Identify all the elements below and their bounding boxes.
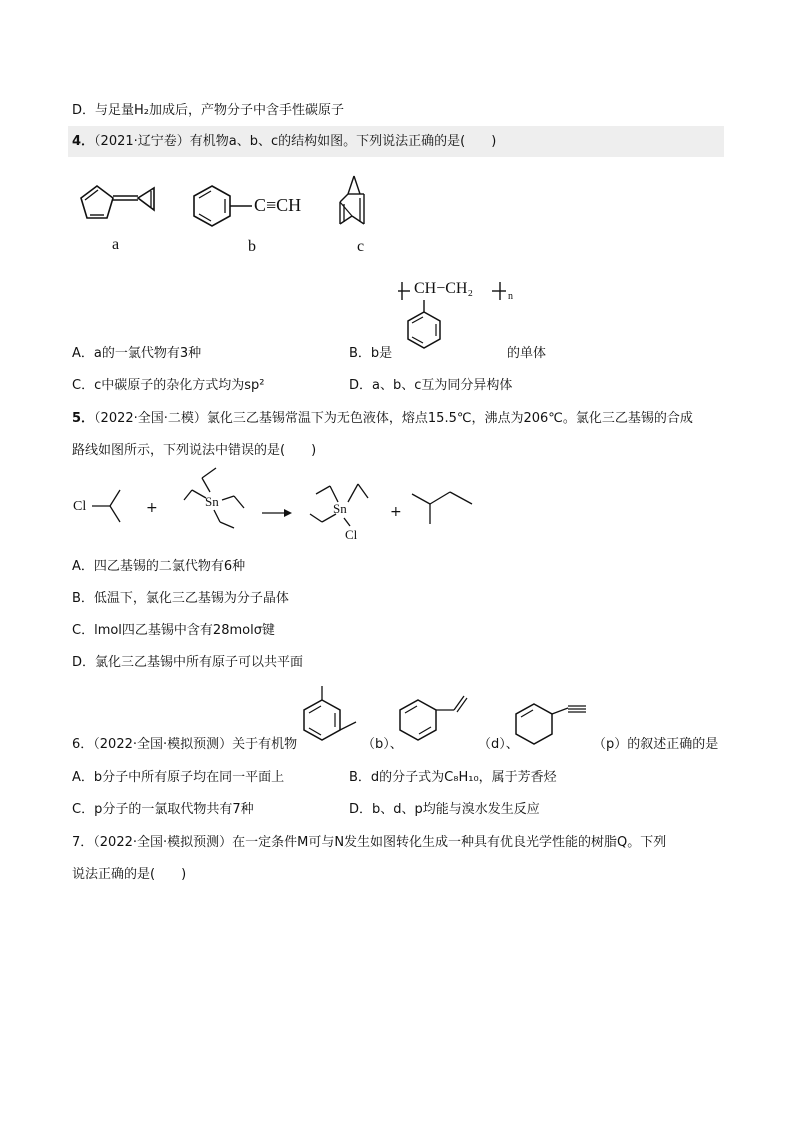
q6-stem-pre: 6．（2022·全国·模拟预测）关于有机物 — [72, 737, 298, 752]
structure-c — [334, 172, 394, 232]
q5-option-d: D．氯化三乙基锡中所有原子可以共平面 — [72, 655, 304, 670]
label-b: b — [248, 238, 256, 255]
scheme-cl1: Cl — [73, 499, 87, 514]
q6-option-a: A．b分子中所有原子均在同一平面上 — [72, 770, 285, 785]
q6-option-b: B．d的分子式为C₈H₁₀，属于芳香烃 — [349, 770, 557, 785]
label-c: c — [357, 238, 365, 255]
q4-number: 4． — [72, 134, 95, 149]
q4-option-c: C．c中碳原子的杂化方式均为sp² — [72, 378, 265, 393]
q4-option-d: D．a、b、c互为同分异构体 — [349, 378, 513, 393]
q4-option-b-pre: B．b是 — [349, 346, 393, 361]
structure-p — [512, 696, 592, 752]
q5-option-b: B．低温下，氯化三乙基锡为分子晶体 — [72, 591, 289, 606]
q4-stem-text: 有机物a、b、c的结构如图。下列说法正确的是( ) — [189, 134, 497, 149]
structure-m-xylene — [300, 684, 362, 750]
scheme-plus1: + — [146, 500, 158, 516]
q5-option-a: A．四乙基锡的二氯代物有6种 — [72, 559, 246, 574]
q5-stem-line1 — [72, 410, 693, 428]
scheme-sn1: Sn — [205, 494, 219, 509]
q4-source: （2021·辽宁卷） — [94, 134, 190, 149]
q6-option-c: C．p分子的一氯取代物共有7种 — [72, 802, 254, 817]
structure-d — [396, 694, 476, 750]
q3-option-d: D．与足量H₂加成后，产物分子中含手性碳原子 — [72, 103, 344, 118]
isopropyl-fragment — [90, 486, 130, 526]
reaction-arrow — [262, 508, 292, 518]
q7-line1: 7．（2022·全国·模拟预测）在一定条件M可与N发生如图转化生成一种具有优良光学性能的树脂Q。下列 — [72, 835, 667, 850]
scheme-sn2: Sn — [333, 501, 347, 516]
q4-stem — [72, 133, 496, 151]
q5-stem-text: （2022·全国·二模）氯化三乙基锡常温下为无色液体，熔点15.5℃，沸点为206℃。氯化三乙基锡的合成 — [94, 411, 693, 426]
isopentane-structure — [410, 486, 480, 526]
q4-option-b-post: 的单体 — [507, 346, 547, 361]
q6-label-p: （p）的叙述正确的是 — [593, 737, 719, 752]
scheme-plus2: + — [390, 504, 402, 520]
structure-b-text: C≡CH — [254, 195, 302, 215]
q6-label-d: （d）、 — [478, 737, 519, 752]
q6-option-d: D．b、d、p均能与溴水发生反应 — [349, 802, 540, 817]
q5-stem-line2: 路线如图所示，下列说法中错误的是( ) — [72, 443, 317, 458]
structure-a — [70, 180, 180, 230]
q5-option-c: C．lmol四乙基锡中含有28molσ键 — [72, 623, 275, 638]
label-a: a — [112, 236, 120, 253]
scheme-cl2: Cl — [345, 527, 358, 542]
polystyrene-n: n — [508, 291, 513, 302]
q7-line2: 说法正确的是( ) — [72, 867, 187, 882]
q5-number: 5． — [72, 411, 95, 426]
q4-option-a: A．a的一氯代物有3种 — [72, 346, 202, 361]
q6-label-b: （b）、 — [362, 737, 403, 752]
polystyrene-text: CH−CH₂ — [414, 280, 474, 297]
